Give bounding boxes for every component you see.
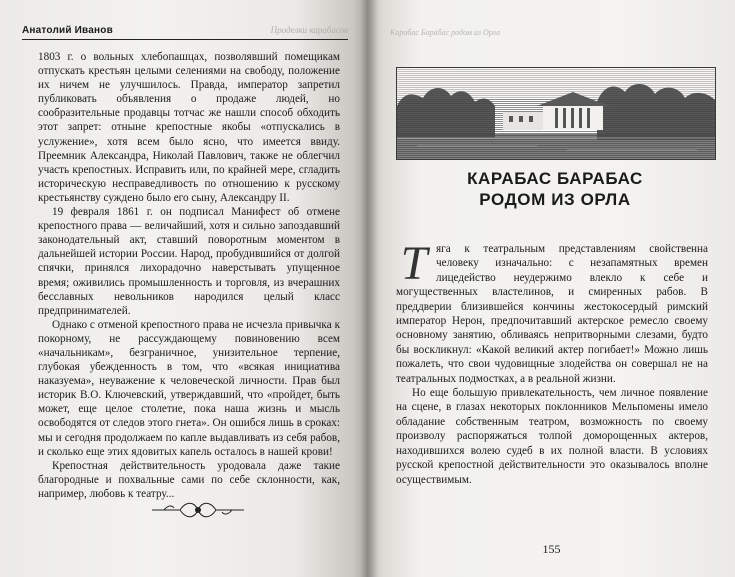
drop-cap: Т bbox=[400, 237, 428, 290]
show-through-header: Проделки карабасов bbox=[270, 25, 348, 35]
right-page bbox=[368, 0, 735, 577]
paragraph: 1803 г. о вольных хлебопашцах, позволявший помещикам отпускать крестьян целыми селениями на свободу, положение их ничем не улучшилось. Правда, император запретил публиковать объявления о продаже людей, но сообразительные продавцы тотчас же нашли способ обходить этот запрет: отныне крепостные якобы «отпускались в услужение», хотя всем было ясно, что имеется ввиду. Преемник Александра, Николай Павлович, также не облегчил участь крепостных. Исправить или, по крайней мере, сгладить историческую несправедливость по отношению к русскому крестьянству суждено было его сыну, Александру II. bbox=[38, 51, 340, 204]
paragraph: Однако с отменой крепостного права не исчезла привычка к покорному, не рассуждающему повиновению всем «начальникам», безграничное, унизительное терпение, глубокая убежденность в том, что «всякая инициатива наказуема», неуважение к человеческой личности. Прав был историк В.О. Ключевский, утверждавший, что «пройдет, быть может, еще целое столетие, пока наша жизнь и мысль освободятся от следов этого гнета». Он ошибся лишь в сроках: мы и сегодня продолжаем по капле выдавливать из себя рабов, и сколько еще этих ядовитых капель осталось в нашей крови! bbox=[38, 318, 340, 458]
chapter-title bbox=[396, 168, 714, 210]
paragraph: Но еще большую привлекательность, чем личное появление на сцене, в глазах некоторых поклонников Мельпомены имело обладание собственным театром, возможность по своему произволу распоряжаться толпой доморощенных актеров, находившихся волею судеб в их полной власти. В условиях русской крепостной действительности это оказывалось вполне осуществимым. bbox=[396, 387, 708, 486]
paragraph: 19 февраля 1861 г. он подписал Манифест об отмене крепостного права — величайший, хотя и сильно запоздавший законодательный акт, ставший поворотным моментом в дальнейшей истории России. Народ, пробудившийся от долгой спячки, принялся лихорадочно наверстывать упущенное время; оживились промышленность и торговля, из вчерашних бесславных невольников народился целый класс предпринимателей. bbox=[38, 206, 340, 317]
paragraph: Крепостная действительность уродовала даже такие благородные и похвальные сами по себе склонности, как, например, любовь к театру... bbox=[38, 459, 340, 500]
manor-engraving-illustration bbox=[396, 67, 716, 160]
chapter-title-line: КАРАБАС БАРАБАС bbox=[467, 169, 643, 188]
ornament-divider-icon bbox=[150, 499, 246, 521]
running-head bbox=[22, 17, 348, 40]
page-number: 155 bbox=[542, 542, 561, 556]
right-body-text bbox=[396, 237, 708, 487]
book-gutter bbox=[360, 0, 378, 577]
manor-park-icon bbox=[397, 68, 715, 159]
show-through-header: Карабас Барабас родом из Орла bbox=[390, 28, 501, 37]
running-head-author: Анатолий Иванов bbox=[22, 25, 113, 36]
left-body-text bbox=[38, 50, 340, 501]
paragraph: яга к театральным представлениям свойственна человеку изначально: с незапамятных времен лицедейство неудержимо влекло к себе и могущественных властелинов, и смиренных рабов. В преддверии близившейся кончины жестокосердый римский император Нерон, предпочитавший актерское ремесло своему основному занятию, обливаясь непритворными слезами, будто бы воскликнул: «Какой великий актер погибает!» Можно лишь пожалеть, что свои чудовищные злодейства он совершал не на театральных подмостках, а в реальной жизни. bbox=[396, 243, 708, 385]
chapter-title-line: РОДОМ ИЗ ОРЛА bbox=[479, 190, 631, 209]
